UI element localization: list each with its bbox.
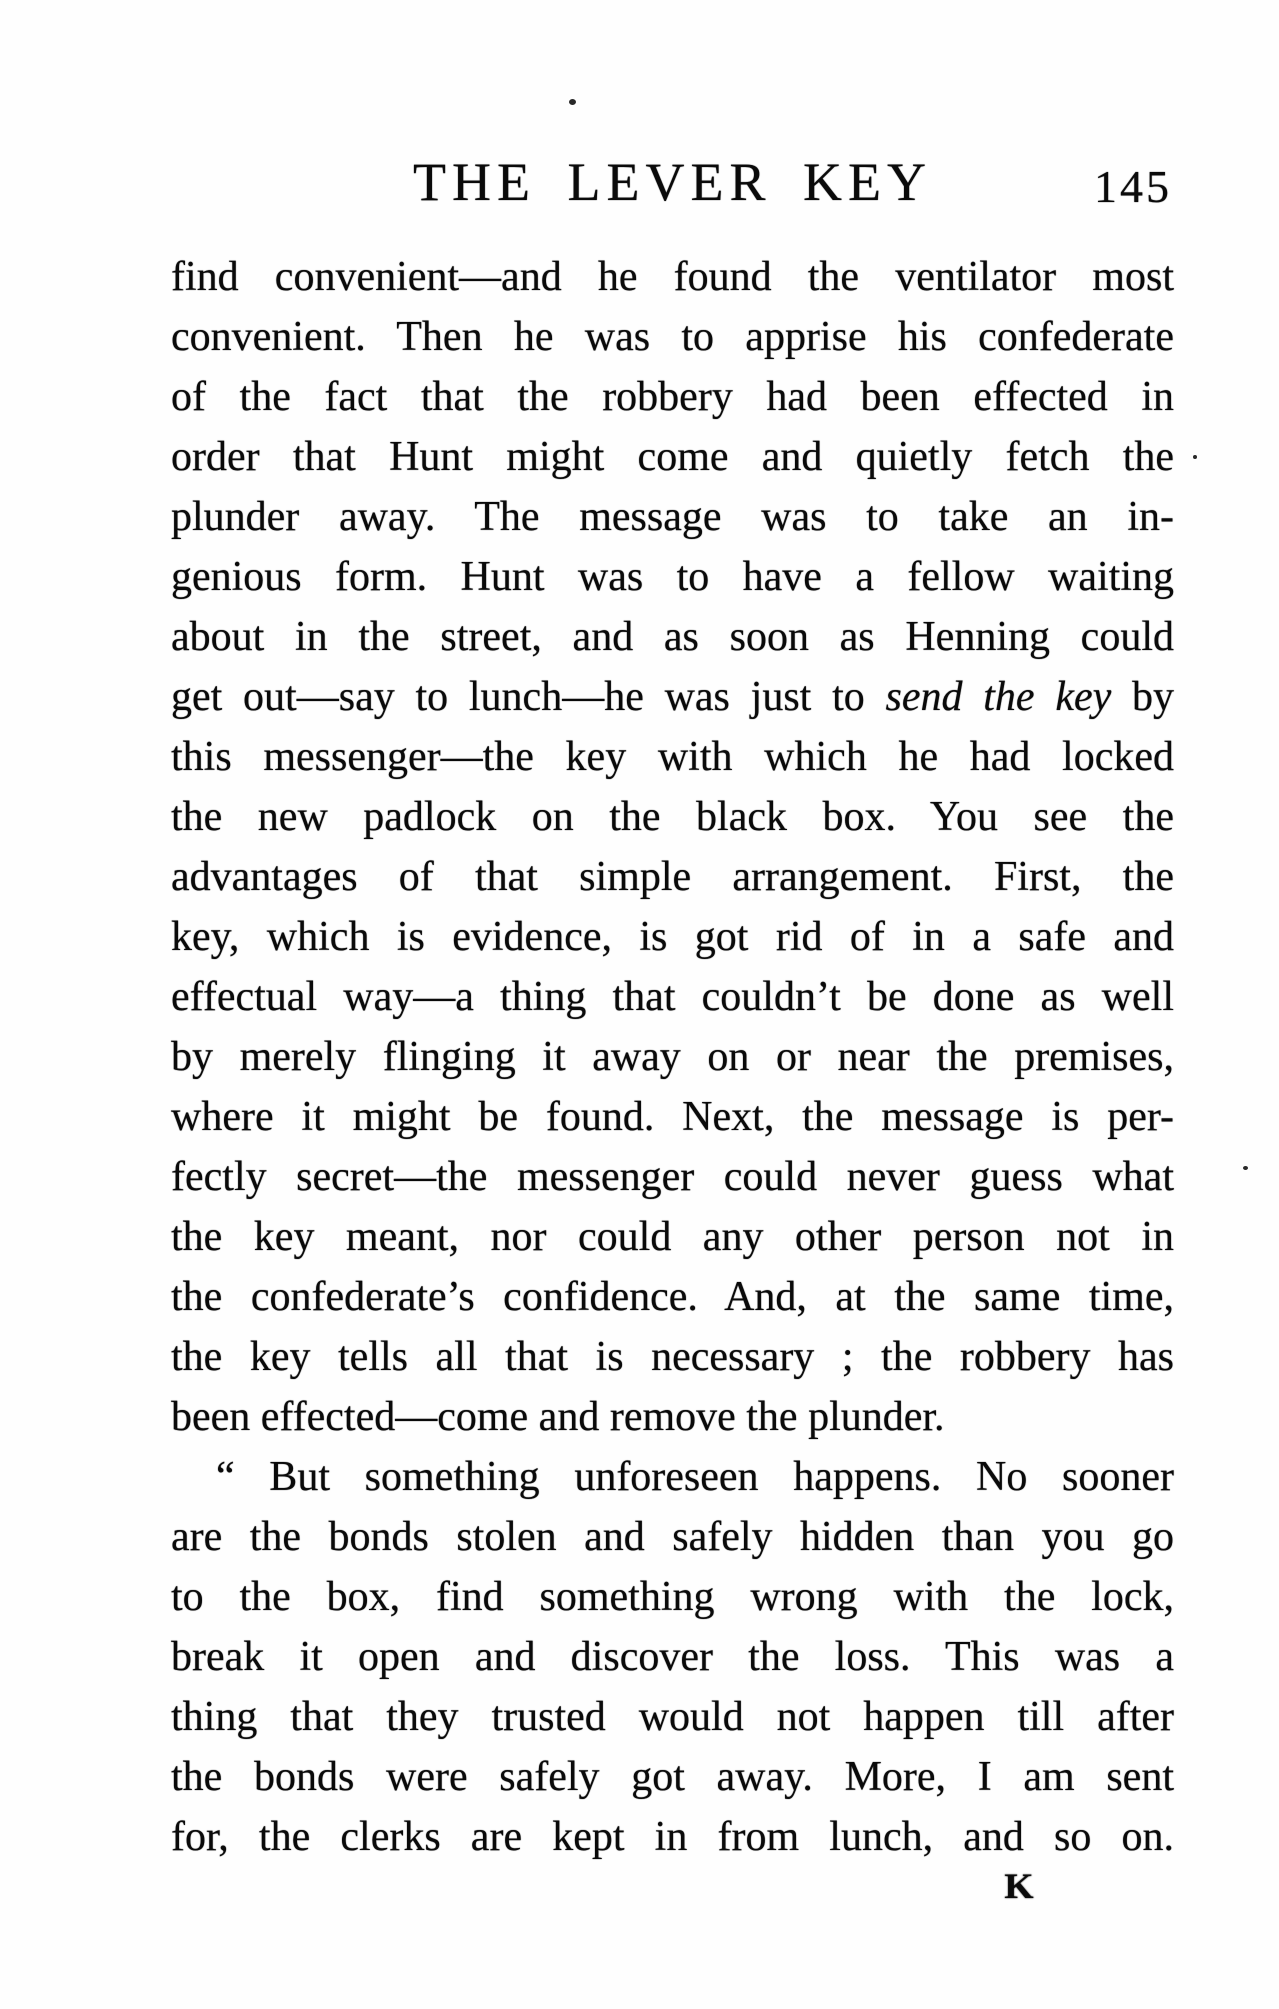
text-line bbox=[171, 1267, 1174, 1327]
body-text: effectual way—a thing that couldn’t be done as well bbox=[171, 974, 1174, 1020]
body-text: to the box, find something wrong with the lock, bbox=[171, 1574, 1174, 1620]
text-line bbox=[171, 1627, 1174, 1687]
text-line bbox=[171, 787, 1174, 847]
body-text: where it might be found. Next, the message is per- bbox=[171, 1094, 1174, 1140]
body-text: order that Hunt might come and quietly fetch the bbox=[171, 434, 1174, 480]
text-line bbox=[171, 1507, 1174, 1567]
body-text: are the bonds stolen and safely hidden than you go bbox=[171, 1514, 1174, 1560]
text-line bbox=[171, 427, 1174, 487]
body-text: genious form. Hunt was to have a fellow waiting bbox=[171, 554, 1174, 600]
text-line bbox=[171, 1447, 1174, 1507]
body-text: break it open and discover the loss. This was a bbox=[171, 1634, 1174, 1680]
body-text: get out—say to lunch—he was just to bbox=[171, 674, 886, 720]
page-header bbox=[171, 0, 1174, 230]
body-text: “ But something unforeseen happens. No sooner bbox=[216, 1454, 1174, 1500]
body-text: for, the clerks are kept in from lunch, and so on. bbox=[171, 1814, 1174, 1860]
text-block bbox=[171, 247, 1174, 1867]
text-line bbox=[171, 667, 1174, 727]
body-text: key, which is evidence, is got rid of in a safe and bbox=[171, 914, 1174, 960]
text-line bbox=[171, 907, 1174, 967]
text-line bbox=[171, 1807, 1174, 1867]
body-text: the new padlock on the black box. You see the bbox=[171, 794, 1174, 840]
body-text: thing that they trusted would not happen till after bbox=[171, 1694, 1174, 1740]
scan-speck bbox=[569, 99, 576, 105]
text-line bbox=[171, 367, 1174, 427]
printer-signature-mark: K bbox=[1004, 1866, 1034, 1906]
text-line bbox=[171, 1027, 1174, 1087]
text-line bbox=[171, 307, 1174, 367]
text-line bbox=[171, 727, 1174, 787]
text-line bbox=[171, 247, 1174, 307]
text-line bbox=[171, 1087, 1174, 1147]
page-number: 145 bbox=[1094, 161, 1172, 212]
text-line bbox=[171, 1567, 1174, 1627]
scan-speck bbox=[1243, 1166, 1248, 1170]
page-title: THE LEVER KEY bbox=[413, 152, 932, 212]
text-line bbox=[171, 487, 1174, 547]
text-line bbox=[171, 1747, 1174, 1807]
body-text: this messenger—the key with which he had locked bbox=[171, 734, 1174, 780]
body-text: the confederate’s confidence. And, at the same time, bbox=[171, 1274, 1174, 1320]
scan-speck bbox=[1193, 455, 1197, 459]
text-line bbox=[171, 607, 1174, 667]
body-text: the key tells all that is necessary ; the robbery has bbox=[171, 1334, 1174, 1380]
text-line bbox=[171, 1327, 1174, 1387]
body-text: find convenient—and he found the ventilator most bbox=[171, 254, 1174, 300]
text-line bbox=[171, 967, 1174, 1027]
text-line bbox=[171, 1207, 1174, 1267]
body-text: the key meant, nor could any other person not in bbox=[171, 1214, 1174, 1260]
body-text: convenient. Then he was to apprise his confederate bbox=[171, 314, 1174, 360]
body-text: been effected—come and remove the plunder. bbox=[171, 1394, 945, 1440]
text-line bbox=[171, 847, 1174, 907]
body-text: by merely flinging it away on or near the premises, bbox=[171, 1034, 1174, 1080]
body-text: advantages of that simple arrangement. First, the bbox=[171, 854, 1174, 900]
italic-text: send the key bbox=[885, 674, 1112, 720]
text-line bbox=[171, 1147, 1174, 1207]
body-text: of the fact that the robbery had been effected in bbox=[171, 374, 1174, 420]
body-text: fectly secret—the messenger could never guess what bbox=[171, 1154, 1174, 1200]
body-text: about in the street, and as soon as Henning could bbox=[171, 614, 1174, 660]
body-text: plunder away. The message was to take an in- bbox=[171, 494, 1174, 540]
body-text: the bonds were safely got away. More, I am sent bbox=[171, 1754, 1174, 1800]
text-line bbox=[171, 547, 1174, 607]
body-text: by bbox=[1111, 674, 1174, 720]
text-line bbox=[171, 1687, 1174, 1747]
